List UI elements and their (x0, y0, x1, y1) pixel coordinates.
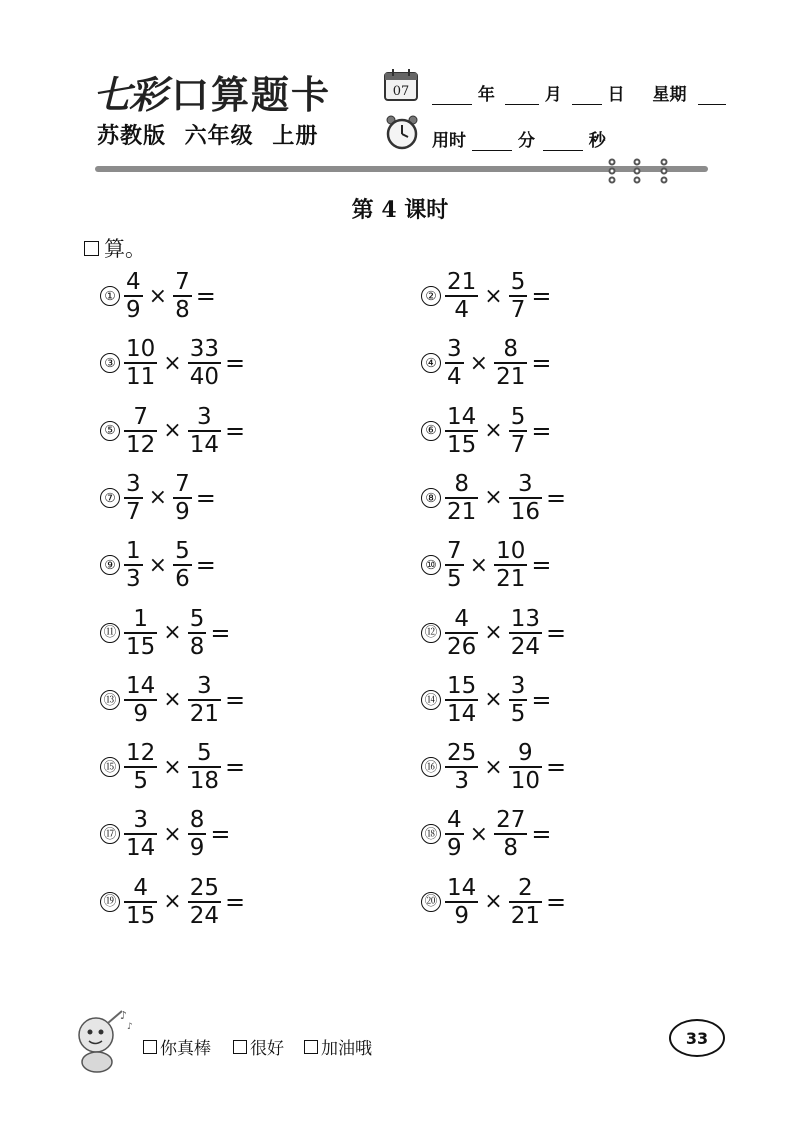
multiply-sign: × (163, 889, 182, 915)
numerator: 1 (133, 605, 148, 632)
numerator: 4 (126, 269, 141, 295)
denominator: 3 (126, 566, 141, 593)
fraction (494, 538, 527, 592)
multiply-sign: × (148, 485, 168, 511)
equals-sign: = (225, 416, 246, 445)
problem-number: ⑲ (100, 892, 120, 912)
multiply-sign: × (484, 754, 503, 780)
denominator: 5 (133, 768, 148, 795)
calendar-icon (383, 68, 419, 102)
brand-header (93, 66, 331, 116)
denominator: 15 (126, 633, 156, 660)
equals-sign: = (531, 349, 552, 378)
day-label: 日 (607, 85, 625, 105)
problem-item (100, 468, 216, 528)
problem-item (100, 603, 230, 663)
problem-item (421, 603, 566, 663)
problem-item (100, 872, 245, 932)
fraction (188, 740, 221, 794)
fraction (173, 538, 192, 592)
rating-great-label: 你真棒 (160, 1039, 211, 1059)
fraction (509, 875, 542, 929)
weekday-label: 星期 (652, 85, 687, 105)
problem-item (100, 737, 245, 797)
equals-sign: = (225, 887, 246, 916)
weekday-blank[interactable] (698, 88, 726, 105)
fraction (509, 471, 542, 525)
fraction (494, 336, 527, 390)
denominator: 6 (175, 566, 190, 593)
equals-sign: = (546, 887, 567, 916)
denominator: 15 (447, 431, 477, 458)
problem-number: ① (100, 286, 120, 306)
fraction (445, 404, 478, 458)
problem-number: ② (421, 286, 441, 306)
problem-number: ⑬ (100, 690, 120, 710)
denominator: 8 (175, 297, 190, 323)
equals-sign: = (531, 416, 552, 445)
multiply-sign: × (163, 418, 182, 444)
numerator: 3 (126, 470, 141, 497)
fraction (124, 807, 157, 861)
multiply-sign: × (148, 283, 168, 309)
problem-number: ⑤ (100, 421, 120, 441)
denominator: 4 (454, 297, 469, 323)
seconds-blank[interactable] (543, 134, 583, 151)
problem-number: ⑱ (421, 824, 441, 844)
problem-item (421, 535, 551, 595)
year-label: 年 (477, 85, 495, 105)
brand-title: 口算题卡 (171, 72, 332, 117)
problem-number: ④ (421, 353, 441, 373)
numerator: 3 (518, 470, 533, 497)
problem-number: ⑥ (421, 421, 441, 441)
fraction (188, 606, 207, 660)
month-label: 月 (544, 85, 562, 105)
svg-text:♪: ♪ (127, 1022, 133, 1032)
numerator: 13 (510, 605, 540, 632)
svg-text:♪: ♪ (120, 1009, 128, 1022)
clock-icon (383, 113, 421, 151)
fraction (124, 471, 143, 525)
problem-number: ⑫ (421, 623, 441, 643)
fraction (188, 807, 207, 861)
numerator: 21 (447, 269, 477, 295)
equals-sign: = (531, 820, 552, 849)
problem-number: ⑪ (100, 623, 120, 643)
problem-item (100, 266, 216, 326)
numerator: 14 (126, 672, 156, 699)
multiply-sign: × (469, 350, 489, 376)
problem-item (421, 670, 551, 730)
denominator: 5 (510, 700, 526, 727)
multiply-sign: × (148, 552, 168, 578)
numerator: 5 (197, 740, 212, 767)
equals-sign: = (546, 483, 567, 512)
denominator: 9 (447, 835, 462, 862)
time-label: 用时 (432, 131, 466, 151)
equals-sign: = (225, 685, 246, 714)
multiply-sign: × (163, 350, 182, 376)
denominator: 21 (189, 700, 219, 727)
multiply-sign: × (484, 889, 503, 915)
brand-logo: 七彩 (93, 71, 166, 117)
fraction (509, 606, 542, 660)
numerator: 8 (503, 336, 519, 363)
denominator: 21 (496, 566, 526, 593)
fraction (445, 538, 464, 592)
numerator: 3 (197, 403, 212, 430)
fraction (188, 673, 221, 727)
year-blank[interactable] (432, 88, 472, 105)
denominator: 40 (189, 364, 219, 391)
numerator: 14 (447, 874, 477, 901)
numerator: 7 (175, 470, 190, 497)
numerator: 5 (510, 269, 526, 295)
numerator: 5 (510, 403, 526, 430)
minutes-blank[interactable] (472, 134, 512, 151)
fraction (445, 673, 478, 727)
fraction (124, 740, 157, 794)
denominator: 10 (510, 768, 540, 795)
numerator: 2 (518, 874, 533, 901)
numerator: 3 (447, 336, 462, 363)
fraction (445, 740, 478, 794)
denominator: 7 (510, 431, 526, 458)
numerator: 4 (133, 874, 148, 901)
equals-sign: = (210, 820, 231, 849)
fraction (124, 875, 157, 929)
denominator: 24 (189, 902, 219, 929)
multiply-sign: × (484, 620, 503, 645)
problem-number: ⑨ (100, 555, 120, 575)
numerator: 10 (496, 538, 526, 565)
denominator: 9 (454, 902, 469, 929)
equals-sign: = (195, 282, 216, 310)
page-number: 33 (669, 1019, 725, 1057)
problem-item (421, 401, 551, 461)
equals-sign: = (195, 483, 216, 512)
denominator: 26 (447, 633, 477, 660)
rating-good[interactable] (233, 1034, 284, 1059)
lesson-title: 第 4 课时 (351, 197, 449, 223)
problem-item (421, 468, 566, 528)
numerator: 9 (518, 740, 533, 767)
rating-keep-going-checkbox[interactable] (304, 1040, 318, 1054)
numerator: 7 (447, 538, 462, 565)
denominator: 8 (189, 633, 205, 660)
problem-number: ⑭ (421, 690, 441, 710)
problem-item (100, 670, 245, 730)
problem-item (100, 401, 245, 461)
numerator: 3 (510, 672, 526, 699)
problem-number: ⑰ (100, 824, 120, 844)
fraction (173, 269, 192, 323)
instruction-checkbox (84, 241, 99, 256)
denominator: 24 (510, 633, 540, 660)
multiply-sign: × (469, 552, 489, 578)
numerator: 3 (133, 807, 148, 834)
multiply-sign: × (163, 821, 182, 847)
binder-rings-icon (604, 158, 674, 184)
fraction (445, 336, 464, 390)
numerator: 25 (447, 740, 477, 767)
fraction (124, 404, 157, 458)
problem-item (100, 333, 245, 393)
denominator: 9 (189, 835, 205, 862)
denominator: 4 (447, 364, 462, 391)
numerator: 14 (447, 403, 477, 430)
numerator: 10 (126, 336, 156, 363)
fraction (509, 269, 528, 323)
multiply-sign: × (484, 485, 503, 511)
multiply-sign: × (163, 620, 182, 645)
denominator: 11 (126, 364, 156, 391)
rating-great-checkbox[interactable] (143, 1040, 157, 1054)
fraction (124, 606, 157, 660)
rating-good-label: 很好 (250, 1039, 284, 1059)
day-blank[interactable] (572, 88, 602, 105)
multiply-sign: × (469, 821, 489, 847)
minutes-label: 分 (517, 131, 535, 151)
denominator: 8 (503, 835, 519, 862)
multiply-sign: × (484, 687, 503, 713)
instruction (84, 233, 146, 263)
date-fill-line (432, 80, 726, 105)
time-fill-line (432, 126, 606, 151)
denominator: 3 (454, 768, 469, 795)
equals-sign: = (225, 349, 246, 378)
numerator: 33 (189, 336, 219, 363)
fraction (445, 875, 478, 929)
problem-item (421, 804, 551, 864)
denominator: 21 (447, 498, 477, 525)
multiply-sign: × (163, 687, 182, 713)
fraction (124, 538, 143, 592)
denominator: 7 (510, 297, 526, 323)
fraction (124, 269, 143, 323)
calendar-day: 07 (392, 84, 410, 99)
numerator: 8 (454, 470, 469, 497)
denominator: 14 (447, 700, 477, 727)
numerator: 1 (126, 538, 141, 565)
denominator: 15 (126, 902, 156, 929)
problem-item (421, 872, 566, 932)
rating-good-checkbox[interactable] (233, 1040, 247, 1054)
numerator: 4 (447, 807, 462, 834)
equals-sign: = (195, 551, 216, 580)
fraction (494, 807, 527, 861)
denominator: 18 (189, 768, 219, 795)
fraction (445, 471, 478, 525)
denominator: 9 (126, 297, 141, 323)
problem-item (100, 535, 216, 595)
problem-item (100, 804, 230, 864)
rating-keep-going-label: 加油哦 (321, 1039, 372, 1059)
problem-number: ⑩ (421, 555, 441, 575)
instruction-text: 算。 (104, 237, 146, 261)
numerator: 8 (189, 807, 205, 834)
problem-number: ⑦ (100, 488, 120, 508)
problem-item (421, 737, 566, 797)
denominator: 16 (510, 498, 540, 525)
denominator: 21 (510, 902, 540, 929)
fraction (445, 269, 478, 323)
problem-number: ⑮ (100, 757, 120, 777)
rating-keep-going[interactable] (304, 1034, 372, 1059)
numerator: 3 (197, 672, 212, 699)
fraction (188, 875, 221, 929)
equals-sign: = (546, 753, 567, 782)
equals-sign: = (531, 551, 552, 580)
denominator: 14 (126, 835, 156, 862)
problem-item (421, 333, 551, 393)
numerator: 25 (189, 874, 219, 901)
denominator: 5 (447, 566, 462, 593)
numerator: 7 (175, 269, 190, 295)
numerator: 15 (447, 672, 477, 699)
equals-sign: = (225, 753, 246, 782)
month-blank[interactable] (505, 88, 539, 105)
numerator: 12 (126, 740, 156, 767)
equals-sign: = (210, 618, 231, 647)
multiply-sign: × (484, 418, 503, 444)
fraction (188, 404, 221, 458)
denominator: 14 (189, 431, 219, 458)
mascot-icon (70, 1005, 136, 1075)
denominator: 9 (175, 498, 190, 525)
fraction (509, 740, 542, 794)
fraction (509, 404, 528, 458)
numerator: 5 (175, 538, 190, 565)
fraction (124, 336, 157, 390)
numerator: 4 (454, 605, 469, 632)
denominator: 9 (133, 700, 148, 727)
problem-number: ⑧ (421, 488, 441, 508)
fraction (188, 336, 221, 390)
problem-item (421, 266, 551, 326)
problem-number: ③ (100, 353, 120, 373)
problem-number: ⑳ (421, 892, 441, 912)
fraction (124, 673, 157, 727)
fraction (445, 606, 478, 660)
equals-sign: = (546, 618, 567, 647)
equals-sign: = (531, 685, 552, 714)
edition-label: 苏教版 六年级 上册 (97, 124, 319, 149)
fraction (173, 471, 192, 525)
numerator: 5 (189, 605, 205, 632)
denominator: 21 (496, 364, 526, 391)
multiply-sign: × (163, 754, 182, 780)
numerator: 27 (496, 807, 526, 834)
numerator: 7 (133, 403, 148, 430)
seconds-label: 秒 (588, 131, 606, 151)
problem-number: ⑯ (421, 757, 441, 777)
equals-sign: = (531, 282, 552, 310)
denominator: 7 (126, 498, 141, 525)
fraction (509, 673, 528, 727)
rating-great[interactable] (143, 1034, 211, 1059)
multiply-sign: × (484, 283, 503, 309)
fraction (445, 807, 464, 861)
denominator: 12 (126, 431, 156, 458)
